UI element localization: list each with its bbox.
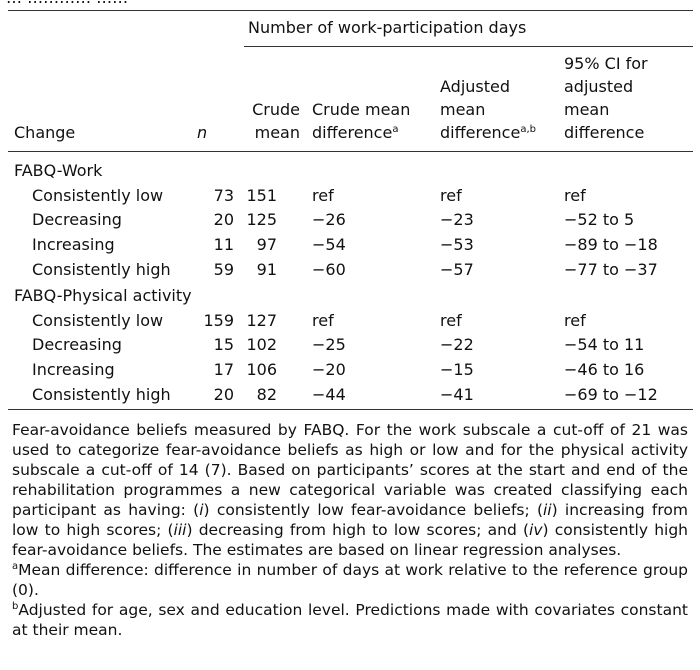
col-header-adj-diff-1: Adjusted [440, 77, 511, 96]
col-header-n: n [197, 123, 208, 142]
col-header-crude-diff-1: Crude mean [312, 100, 411, 119]
footnote-main: Fear-avoidance beliefs measured by FABQ. For the work subscale a cut-off of 21 was used to categorize fear-avoidance beliefs as high or low and for the physical activity subscale a cut-off of 14 (7). Based on participants’ scores at the start and end of the rehabilitation programmes a new categorical variable was created classifying each participant as having: (i) consistently low fear-avoidance beliefs; (ii) increasing from low to high scores; (iii) decreasing from high to low scores; and (iv) consistently high fear-avoidance beliefs. The estimates are based on linear regression analyses. [12, 421, 688, 559]
partial-caption-text [6, 0, 128, 7]
table-bottom-rule [8, 409, 693, 410]
section-title-fabq-work: FABQ-Work [14, 161, 103, 180]
table-top-rule [8, 10, 693, 11]
section-title-fabq-physical-activity: FABQ-Physical activity [14, 286, 192, 305]
col-header-crude-mean-1: Crude [252, 100, 300, 119]
col-header-ci-3: mean [564, 100, 610, 119]
group-header-rule [244, 46, 693, 47]
table-footnote [12, 420, 688, 640]
col-header-adj-diff-2: mean [440, 100, 486, 119]
col-header-ci-2: adjusted [564, 77, 634, 96]
col-header-adj-diff-3: difference$^{a,b}$ [440, 123, 536, 142]
partial-caption-top [0, 0, 700, 10]
group-header: Number of work-participation days [248, 18, 527, 37]
col-header-ci-1: 95% CI for [564, 54, 648, 73]
col-header-ci-4: difference [564, 123, 645, 142]
footnote-b: $^b$Adjusted for age, sex and education level. Predictions made with covariates constant at their mean. [12, 601, 688, 639]
col-header-crude-mean-2: mean [254, 123, 300, 142]
header-bottom-rule [8, 151, 693, 152]
footnote-a: $^a$Mean difference: difference in number of days at work relative to the reference group (0). [12, 561, 688, 599]
col-header-change: Change [14, 123, 76, 142]
col-header-crude-diff-2: difference$^a$ [312, 123, 399, 142]
